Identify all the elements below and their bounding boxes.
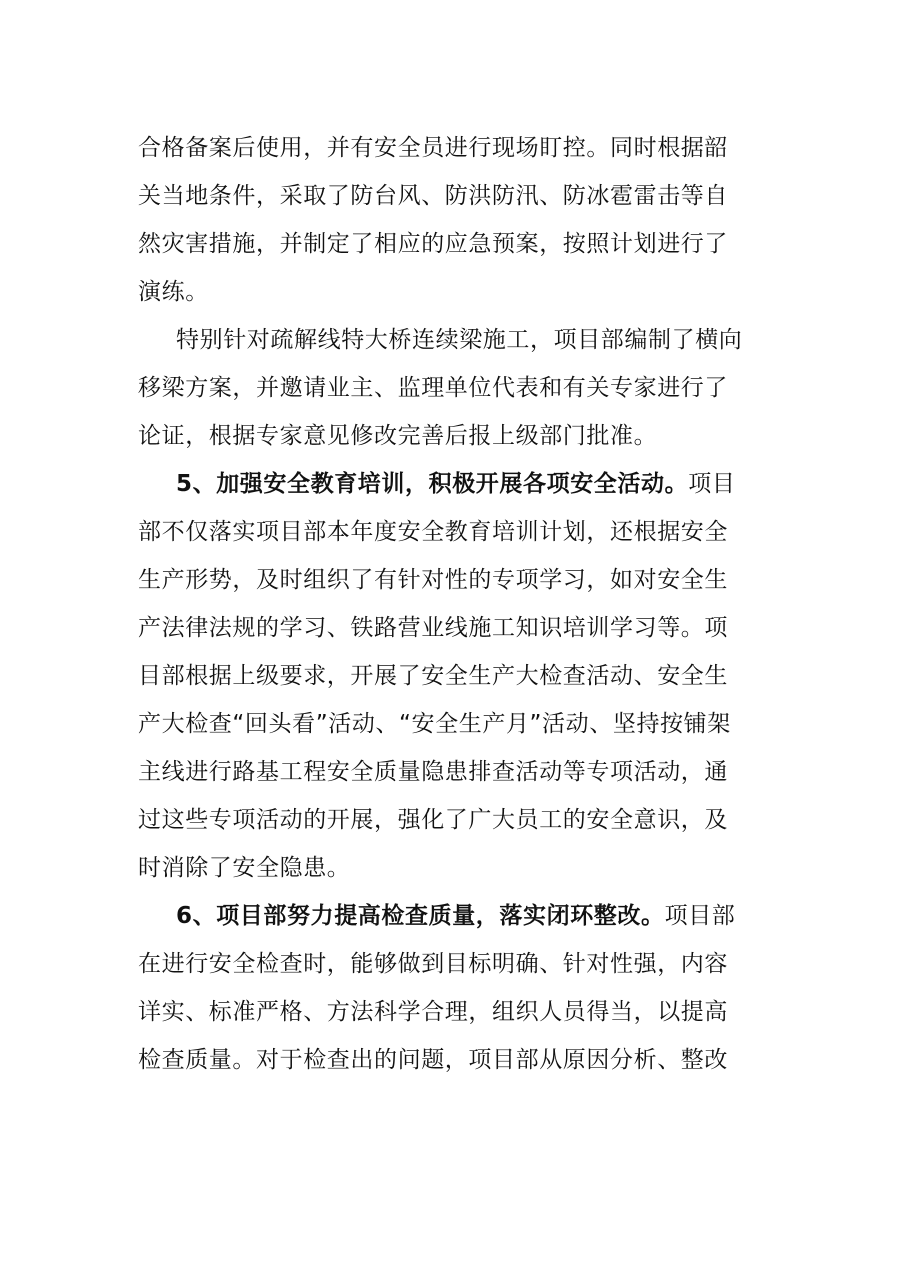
text-line: 生产形势，及时组织了有针对性的专项学习，如对安全生: [138, 567, 728, 593]
section-6-lead-text: 项目部: [664, 903, 736, 929]
text-line: 移梁方案，并邀请业主、监理单位代表和有关专家进行了: [138, 375, 728, 401]
text-line: 详实、标准严格、方法科学合理，组织人员得当，以提高: [138, 999, 728, 1025]
section-5-first-line: [138, 460, 768, 508]
document-body: [138, 124, 768, 1084]
section-5-heading: 5、加强安全教育培训，积极开展各项安全活动。: [176, 471, 689, 497]
text-line: 合格备案后使用，并有安全员进行现场盯控。同时根据韶: [138, 135, 728, 161]
text-line: 检查质量。对于检查出的问题，项目部从原因分析、整改: [138, 1047, 728, 1073]
text-line: 时消除了安全隐患。: [138, 855, 351, 881]
section-6-first-line: [138, 892, 768, 940]
text-line: 部不仅落实项目部本年度安全教育培训计划，还根据安全: [138, 519, 728, 545]
text-line: 演练。: [138, 279, 209, 305]
section-5-lead-text: 项目: [688, 471, 736, 497]
text-line: 关当地条件，采取了防台风、防洪防汛、防冰雹雷击等自: [138, 183, 728, 209]
text-line: 目部根据上级要求，开展了安全生产大检查活动、安全生: [138, 663, 728, 689]
section-6-heading: 6、项目部努力提高检查质量，落实闭环整改。: [176, 903, 665, 929]
text-line: 特别针对疏解线特大桥连续梁施工，项目部编制了横向: [176, 327, 743, 353]
text-line: 论证，根据专家意见修改完善后报上级部门批准。: [138, 423, 658, 449]
text-line: 产法律法规的学习、铁路营业线施工知识培训学习等。项: [138, 615, 728, 641]
text-line: 产大检查“回头看”活动、“安全生产月”活动、坚持按铺架: [138, 711, 731, 737]
text-line: 在进行安全检查时，能够做到目标明确、针对性强，内容: [138, 951, 728, 977]
text-line: 主线进行路基工程安全质量隐患排查活动等专项活动，通: [138, 759, 728, 785]
text-line: 过这些专项活动的开展，强化了广大员工的安全意识，及: [138, 807, 728, 833]
text-line: 然灾害措施，并制定了相应的应急预案，按照计划进行了: [138, 231, 728, 257]
